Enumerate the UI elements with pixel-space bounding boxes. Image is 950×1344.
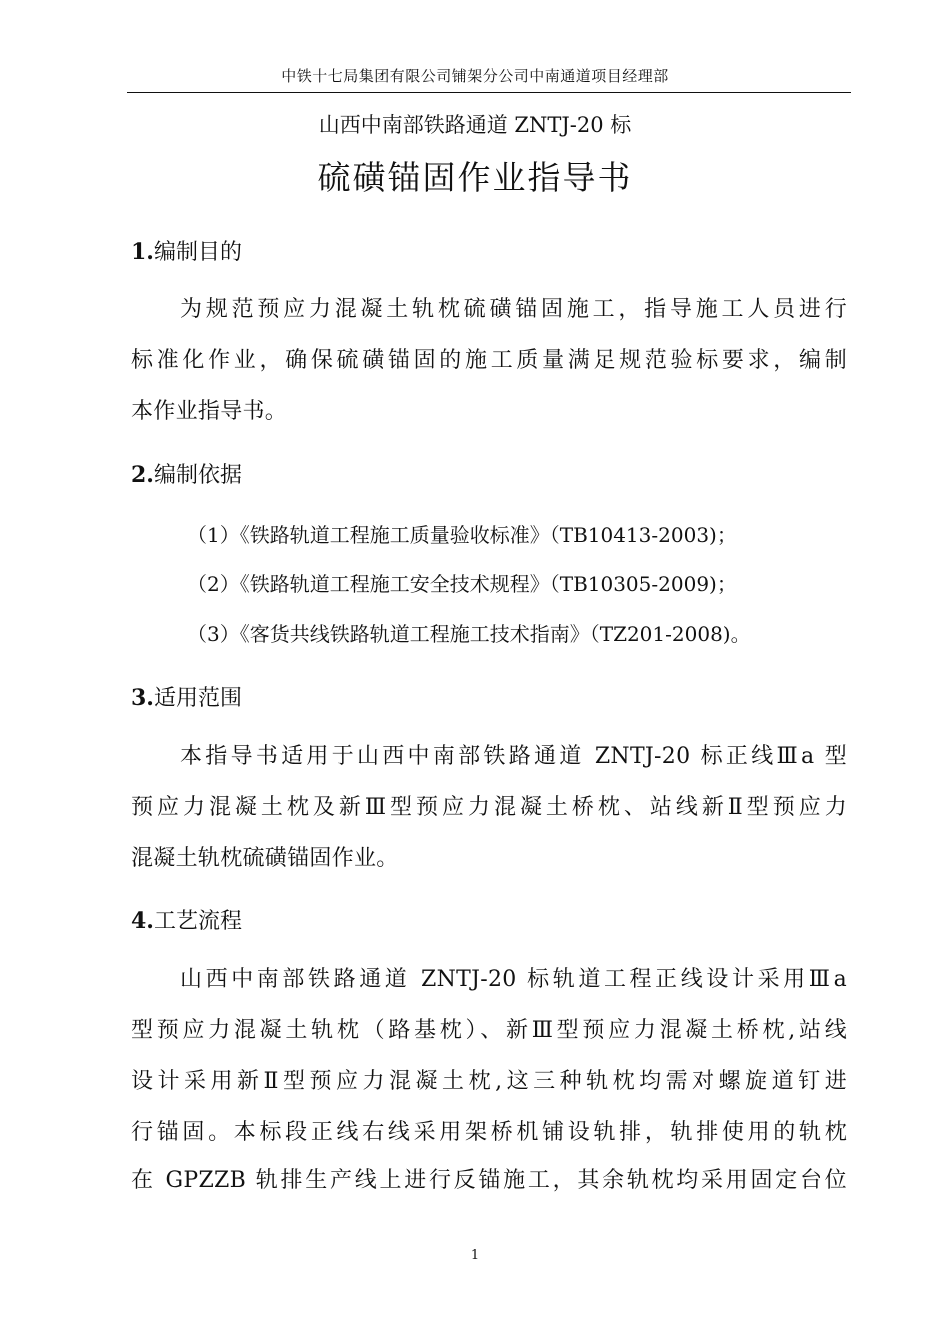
reference-item: （3）《客货共线铁路轨道工程施工技术指南》（TZ201-2008)。 [187, 622, 751, 646]
header-rule [127, 92, 851, 93]
section-title: 适用范围 [153, 686, 242, 711]
paragraph-line: 型预应力混凝土轨枕（路基枕）、新Ⅲ型预应力混凝土桥枕,站线 [131, 1018, 847, 1043]
paragraph-line: 混凝土轨枕硫磺锚固作业。 [131, 846, 399, 871]
reference-item: （1）《铁路轨道工程施工质量验收标准》（TB10413-2003)； [187, 523, 737, 547]
section-title: 编制依据 [153, 463, 242, 488]
paragraph-line: 预应力混凝土枕及新Ⅲ型预应力混凝土桥枕、站线新Ⅱ型预应力 [131, 795, 847, 820]
paragraph-line: 标准化作业，确保硫磺锚固的施工质量满足规范验标要求，编制 [131, 348, 847, 373]
document-subtitle: 山西中南部铁路通道 ZNTJ-20 标 [318, 113, 632, 137]
paragraph-line: 行锚固。本标段正线右线采用架桥机铺设轨排，轨排使用的轨枕 [131, 1120, 847, 1145]
paragraph-line: 为规范预应力混凝土轨枕硫磺锚固施工，指导施工人员进行 [180, 297, 847, 322]
page-number: 1 [470, 1248, 480, 1263]
paragraph-line: 设计采用新Ⅱ型预应力混凝土枕,这三种轨枕均需对螺旋道钉进 [131, 1069, 847, 1094]
section-heading-4 [131, 905, 242, 938]
paragraph-line: 本指导书适用于山西中南部铁路通道 ZNTJ-20 标正线Ⅲa 型 [180, 744, 847, 769]
section-title: 编制目的 [153, 240, 242, 265]
paragraph-line: 在 GPZZB 轨排生产线上进行反锚施工，其余轨枕均采用固定台位 [131, 1168, 847, 1193]
section-number: 2. [131, 462, 154, 488]
section-number: 1. [131, 239, 154, 265]
document-title: 硫磺锚固作业指导书 [317, 158, 633, 197]
running-header: 中铁十七局集团有限公司铺架分公司中南通道项目经理部 [281, 67, 669, 85]
section-number: 3. [131, 685, 154, 711]
paragraph-line: 山西中南部铁路通道 ZNTJ-20 标轨道工程正线设计采用Ⅲa [180, 967, 847, 992]
reference-item: （2）《铁路轨道工程施工安全技术规程》（TB10305-2009)； [187, 572, 737, 596]
section-heading-1 [131, 236, 242, 269]
section-number: 4. [131, 908, 154, 934]
section-heading-3 [131, 682, 242, 715]
section-heading-2 [131, 459, 242, 492]
section-title: 工艺流程 [153, 909, 242, 934]
paragraph-line: 本作业指导书。 [131, 399, 288, 424]
